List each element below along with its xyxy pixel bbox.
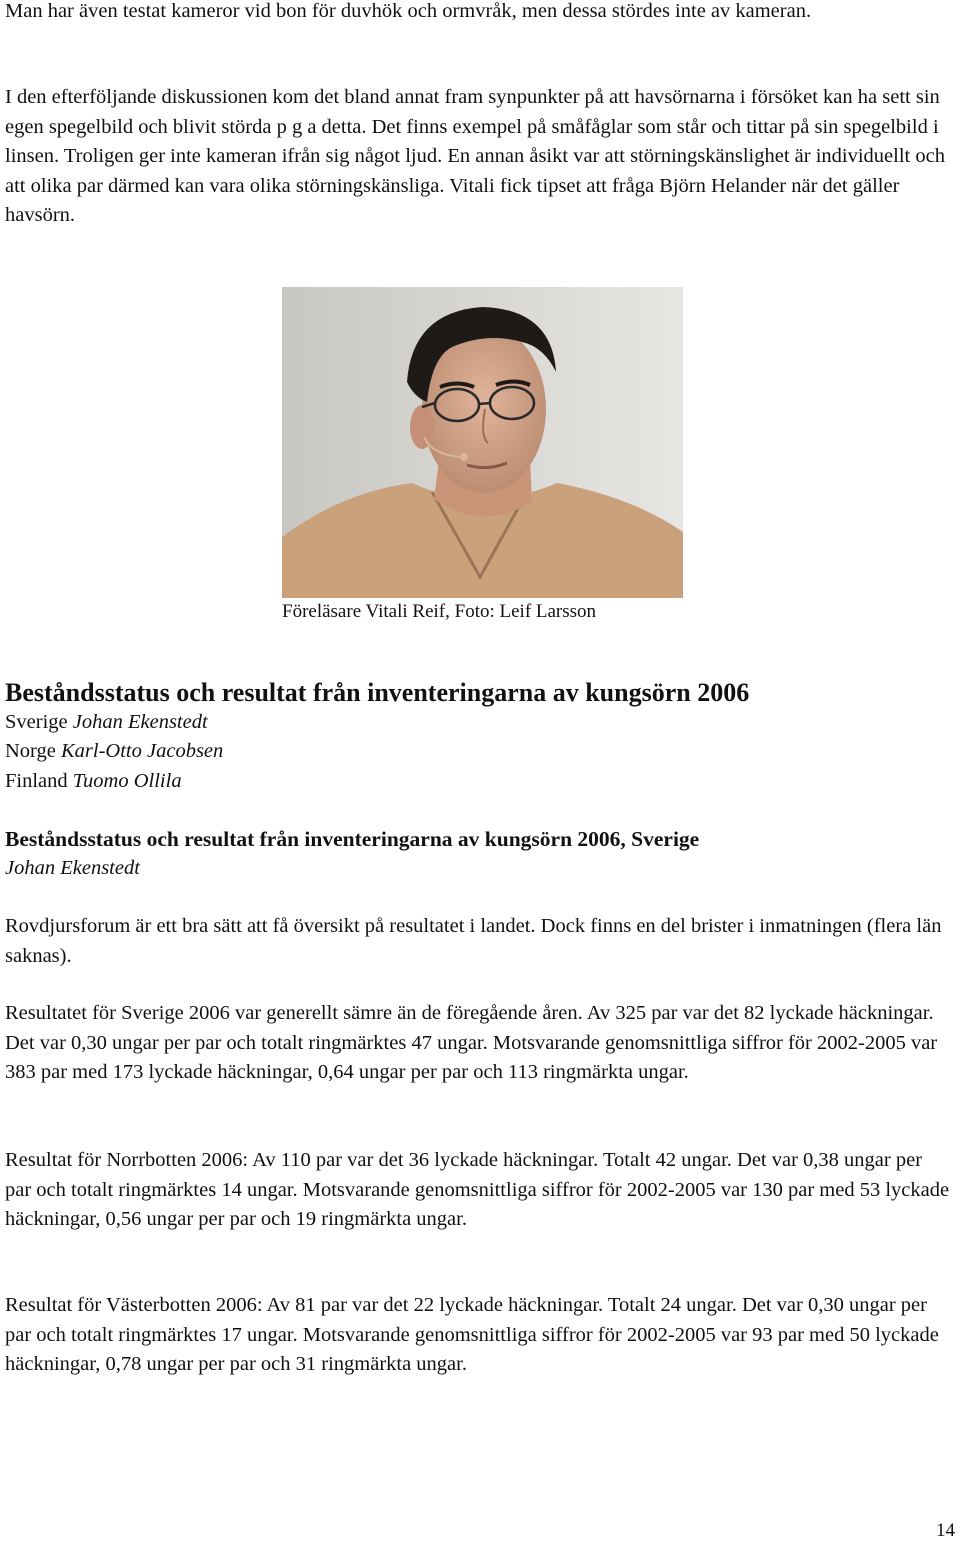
photo-caption <box>282 600 596 624</box>
subsection-heading: Beståndsstatus och resultat från inventeringarna av kungsörn 2006, Sverige <box>5 827 700 851</box>
paragraph-sweden-results: Resultatet för Sverige 2006 var generellt sämre än de föregående åren. Av 325 par var det 82 lyckade häckningar. Det var 0,30 ungar per par och totalt ringmärktes 47 ungar. Motsvarande genomsnittliga siffror för 2002-2005 var 383 par med 173 lyckade häckningar, 0,64 ungar per par och 113 ringmärkta ungar. <box>5 1002 938 1083</box>
paragraph-vasterbotten-results: Resultat för Västerbotten 2006: Av 81 par var det 22 lyckade häckningar. Totalt 24 ungar. Det var 0,30 ungar per par och totalt ringmärktes 17 ungar. Motsvarande genomsnittliga siffror för 2002-2005 var 93 par med 50 lyckade häckningar, 0,78 ungar per par och 31 ringmärkta ungar. <box>5 1294 939 1375</box>
speaker-name: Karl-Otto Jacobsen <box>61 740 224 762</box>
speaker-row-finland <box>5 767 182 797</box>
paragraph-discussion: I den efterföljande diskussionen kom det bland annat fram synpunkter på att havsörnarna i försöket kan ha sett sin egen spegelbild och blivit störda p g a detta. Det finns exempel på småfåglar som står och tittar på sin spegelbild i linsen. Troligen ger inte kameran ifrån sig något ljud. En annan åsikt var att störningskänslighet är individuellt och att olika par därmed kan vara olika störningskänsliga. Vitali fick tipset att fråga Björn Helander när det gäller havsörn. <box>5 86 945 226</box>
caption-text: Föreläsare Vitali Reif, <box>282 601 455 622</box>
speaker-photo <box>282 287 683 598</box>
caption-credit: Foto: Leif Larsson <box>454 601 597 622</box>
country-label: Norge <box>5 740 56 762</box>
speaker-name: Johan Ekenstedt <box>72 711 208 733</box>
subsection-author: Johan Ekenstedt <box>5 857 140 879</box>
paragraph-norrbotten-results: Resultat för Norrbotten 2006: Av 110 par var det 36 lyckade häckningar. Totalt 42 ungar. Det var 0,38 ungar per par och totalt ringmärktes 14 ungar. Motsvarande genomsnittliga siffror för 2002-2005 var 130 par med 53 lyckade häckningar, 0,56 ungar per par och 19 ringmärkta ungar. <box>5 1149 950 1230</box>
speaker-name: Tuomo Ollila <box>72 770 182 792</box>
speaker-row-sweden <box>5 708 208 738</box>
speaker-row-norway <box>5 737 223 767</box>
section-heading: Beståndsstatus och resultat från inventeringarna av kungsörn 2006 <box>5 678 750 707</box>
country-label: Sverige <box>5 711 68 733</box>
page-number: 14 <box>936 1520 955 1541</box>
country-label: Finland <box>5 770 68 792</box>
paragraph-rovdjursforum: Rovdjursforum är ett bra sätt att få översikt på resultatet i landet. Dock finns en del brister i inmatningen (flera län saknas). <box>5 915 942 967</box>
paragraph-cameras: Man har även testat kameror vid bon för duvhök och ormvråk, men dessa stördes inte av kameran. <box>5 0 812 22</box>
